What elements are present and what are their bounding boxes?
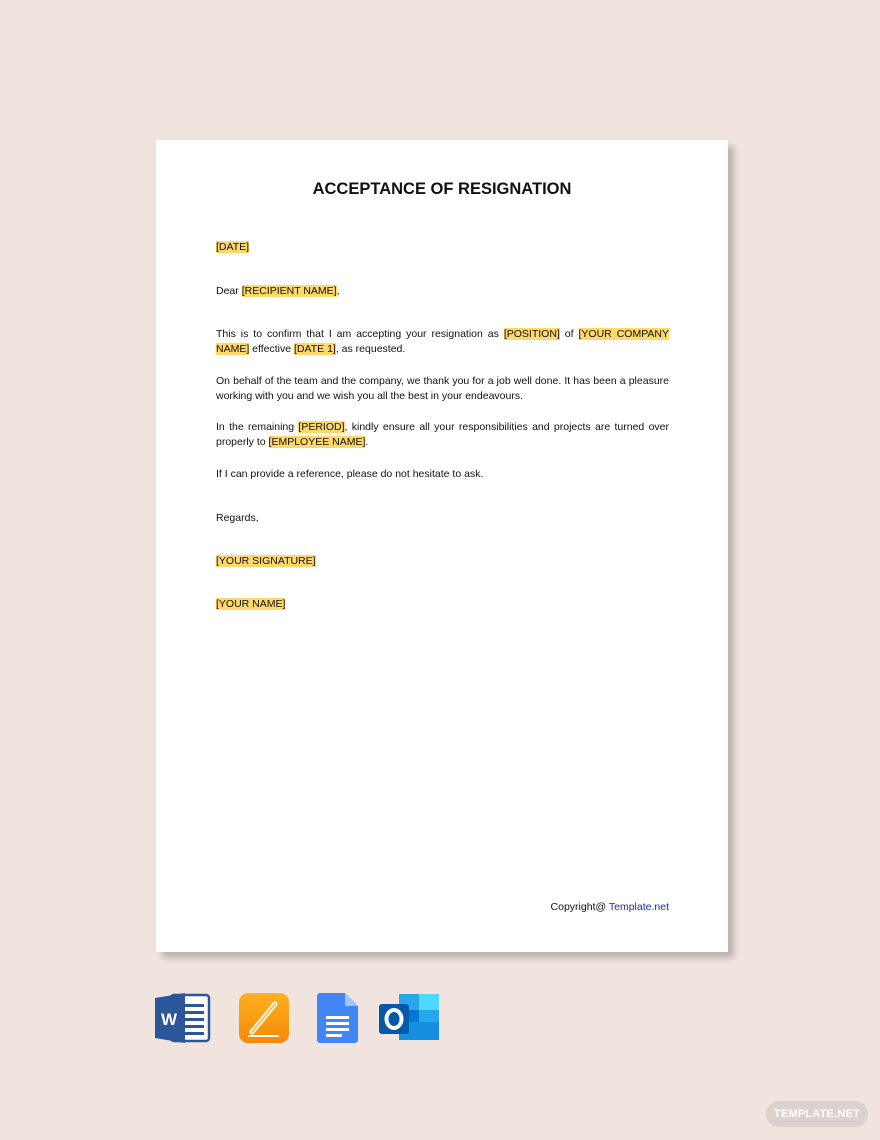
signature-line — [216, 554, 669, 569]
salutation-end: , — [336, 285, 340, 297]
word-icon[interactable] — [155, 992, 211, 1049]
date-placeholder: [DATE] — [216, 241, 250, 253]
paragraph-text: , kindly ensure all your responsibilities and projects are turned over properly to — [216, 421, 669, 448]
employee-placeholder: [EMPLOYEE NAME] — [268, 436, 366, 448]
name-placeholder: [YOUR NAME] — [216, 598, 286, 610]
template-net-badge[interactable]: TEMPLATE.NET — [766, 1101, 868, 1127]
closing-line: Regards, — [216, 512, 259, 524]
period-placeholder: [PERIOD] — [298, 421, 345, 433]
copyright-label: Copyright@ — [550, 901, 609, 913]
paragraph-text: This is to confirm that I am accepting your resignation as — [216, 328, 504, 340]
company-placeholder: [YOUR COMPANY NAME] — [216, 328, 670, 355]
outlook-icon[interactable] — [379, 992, 441, 1049]
google-docs-icon[interactable] — [317, 992, 359, 1049]
copyright-link[interactable]: Template.net — [608, 901, 669, 913]
pages-icon[interactable] — [238, 992, 290, 1049]
name-line — [216, 597, 669, 612]
document-page — [156, 140, 728, 952]
date1-placeholder: [DATE 1] — [294, 343, 336, 355]
paragraph-text: In the remaining — [216, 421, 299, 433]
paragraph-thanks: On behalf of the team and the company, we thank you for a job well done. It has been a pleasure working with you and we wish you all the best in your endeavours. — [216, 375, 669, 402]
document-title: ACCEPTANCE OF RESIGNATION — [312, 180, 572, 198]
paragraph-confirmation — [216, 327, 669, 357]
paragraph-handover — [216, 420, 669, 450]
paragraph-reference: If I can provide a reference, please do not hesitate to ask. — [216, 468, 484, 480]
salutation-line — [216, 284, 669, 299]
paragraph-text: effective — [249, 343, 295, 355]
copyright-line — [551, 901, 669, 913]
signature-placeholder: [YOUR SIGNATURE] — [216, 555, 316, 567]
svg-text:W: W — [160, 1010, 178, 1029]
position-placeholder: [POSITION] — [503, 328, 560, 340]
recipient-placeholder: [RECIPIENT NAME] — [241, 285, 337, 297]
paragraph-text: of — [559, 328, 579, 340]
salutation-text: Dear — [216, 285, 242, 297]
date-line — [216, 240, 669, 255]
paragraph-text: , as requested. — [335, 343, 406, 355]
paragraph-text: . — [365, 436, 369, 448]
